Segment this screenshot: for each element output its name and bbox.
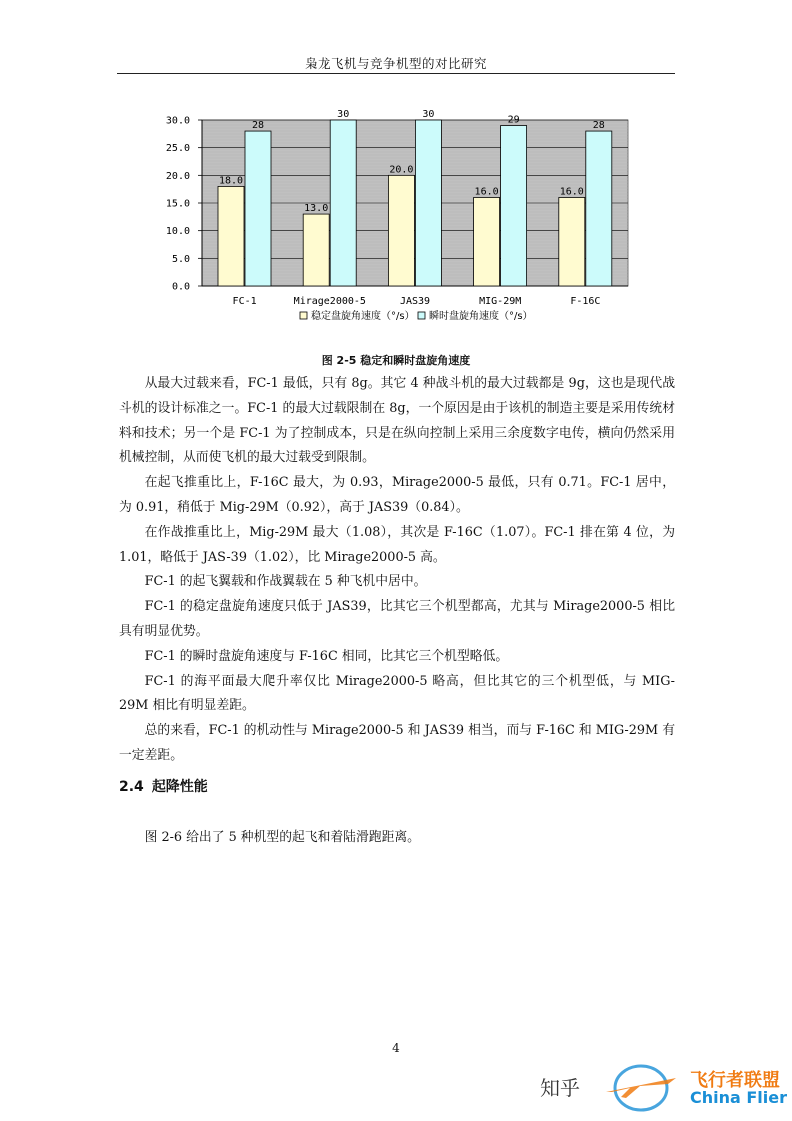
- bar-label: 30: [337, 109, 350, 120]
- body-text: [119, 372, 675, 769]
- bar-sustained: [474, 197, 500, 286]
- bar-sustained: [559, 197, 585, 286]
- paragraph-wing-loading: FC-1 的起飞翼载和作战翼载在 5 种飞机中居中。: [144, 574, 427, 590]
- figure-caption: 图 2-5 稳定和瞬时盘旋角速度: [321, 354, 471, 367]
- x-tick-label: MIG-29M: [479, 296, 522, 307]
- paragraph-climb-rate: FC-1 的海平面最大爬升率仅比 Mirage2000-5 略高，但比其它的三个机型低，与 MIG-29M 相比有明显差距。: [119, 673, 675, 714]
- y-tick-label: 15.0: [165, 198, 190, 210]
- page-number: 4: [392, 1041, 400, 1055]
- y-tick-label: 30.0: [165, 115, 190, 127]
- bar-instant: [501, 126, 527, 286]
- header-rule: [117, 73, 675, 74]
- section-title: 起降性能: [151, 779, 208, 795]
- bar-instant: [586, 131, 612, 286]
- paragraph-combat-thrust-weight: 在作战推重比上，Mig-29M 最大（1.08），其次是 F-16C（1.07）。FC-1 排在第 4 位，为 1.01，略低于 JAS-39（1.02），比 Mirage2000-5 高。: [119, 524, 675, 565]
- bar-label: 30: [422, 109, 435, 120]
- x-tick-label: FC-1: [232, 296, 257, 307]
- y-tick-label: 10.0: [165, 226, 190, 238]
- bar-label: 28: [251, 120, 265, 132]
- paragraph-takeoff-thrust-weight: 在起飞推重比上，F-16C 最大，为 0.93，Mirage2000-5 最低，只有 0.71。FC-1 居中，为 0.91，稍低于 Mig-29M（0.92），高于 JAS39（0.84）。: [119, 475, 675, 515]
- section-number: 2.4: [119, 779, 144, 795]
- paragraph-summary: 总的来看，FC-1 的机动性与 Mirage2000-5 和 JAS39 相当，而与 F-16C 和 MIG-29M 有一定差距。: [119, 723, 675, 763]
- watermark: [536, 1062, 788, 1112]
- paragraph-figure-intro: 图 2-6 给出了 5 种机型的起飞和着陆滑跑距离。: [144, 830, 420, 845]
- legend-swatch: [418, 312, 425, 319]
- y-tick-label: 25.0: [165, 143, 190, 155]
- legend-swatch: [300, 312, 307, 319]
- y-tick-label: 20.0: [165, 170, 190, 182]
- watermark-zhihu: 知乎: [540, 1076, 580, 1100]
- bar-label: 20.0: [389, 164, 414, 176]
- watermark-brand-en: China Flier: [690, 1088, 788, 1107]
- turn-rate-bar-chart: [150, 100, 650, 340]
- x-tick-label: F-16C: [570, 296, 601, 307]
- bar-label: 18.0: [218, 175, 244, 187]
- y-tick-label: 0.0: [171, 281, 190, 293]
- section-heading: [119, 776, 216, 796]
- paragraph-instant-turn: FC-1 的瞬时盘旋角速度与 F-16C 相同，比其它三个机型略低。: [144, 648, 509, 664]
- bar-sustained: [218, 186, 244, 286]
- paragraph-max-load: 从最大过载来看，FC-1 最低，只有 8g。其它 4 种战斗机的最大过载都是 9g，这也是现代战斗机的设计标准之一。FC-1 的最大过载限制在 8g，一个原因是由于该机的制造主要是采用传统材料和技术；另一个是 FC-1 为了控制成本，只是在纵向控制上采用三余度数字电传，横向仍然采用机械控制，从而使飞机的最大过载受到限制。: [119, 376, 675, 466]
- x-tick-label: Mirage2000-5: [293, 296, 366, 307]
- bar-label: 16.0: [474, 186, 499, 198]
- bar-instant: [330, 120, 356, 286]
- legend-label: 瞬时盘旋角速度（°/s）: [429, 311, 533, 322]
- bar-label: 28: [592, 120, 605, 132]
- section-body: [119, 826, 675, 851]
- bar-label: 13.0: [304, 203, 329, 215]
- running-header: 枭龙飞机与竞争机型的对比研究: [304, 56, 487, 71]
- paragraph-sustained-turn: FC-1 的稳定盘旋角速度只低于 JAS39，比其它三个机型都高，尤其与 Mirage2000-5 相比具有明显优势。: [119, 599, 675, 639]
- bar-instant: [415, 120, 441, 286]
- bar-label: 29: [507, 114, 520, 126]
- legend-label: 稳定盘旋角速度（°/s）: [311, 311, 415, 322]
- y-tick-label: 5.0: [171, 253, 190, 265]
- plane-logo-icon: [596, 1062, 686, 1112]
- bar-instant: [245, 131, 271, 286]
- x-tick-label: JAS39: [399, 296, 431, 307]
- bar-sustained: [303, 214, 329, 286]
- bar-label: 16.0: [559, 186, 584, 198]
- bar-sustained: [388, 175, 414, 286]
- watermark-brand-cn: 飞行者联盟: [690, 1070, 780, 1091]
